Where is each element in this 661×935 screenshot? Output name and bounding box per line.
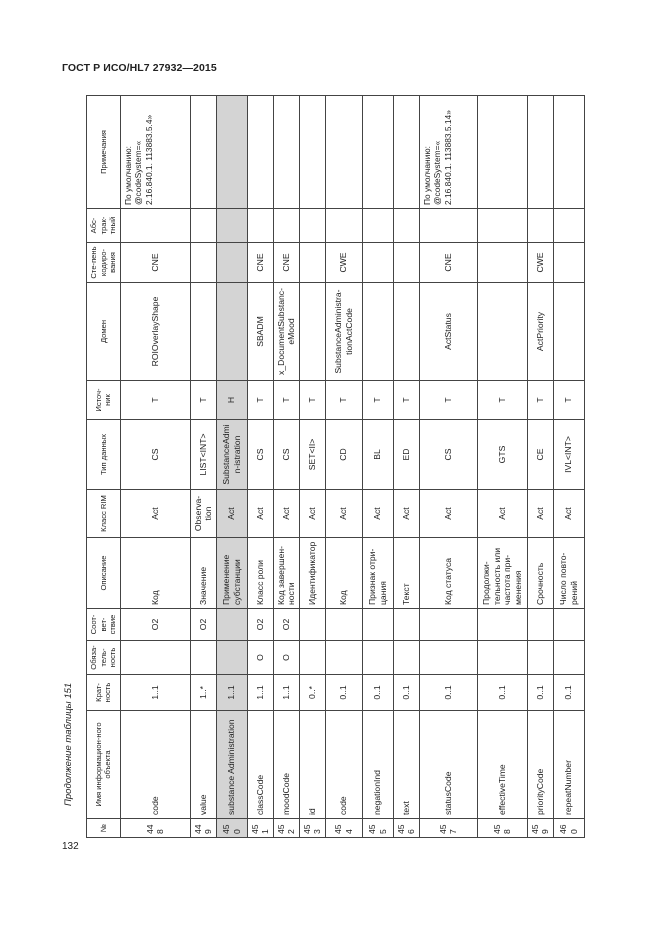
cell-source: T — [477, 381, 527, 420]
cell-description: Код — [325, 538, 362, 609]
cell-coding: CNE — [120, 243, 190, 283]
cell-coding: CWE — [325, 243, 362, 283]
cell-number: 459 — [527, 819, 553, 838]
cell-notes: По умолчанию: @codeSystem=« 2.16.840.1. 113883.5.14» — [419, 96, 477, 209]
cell-multiplicity: 1..* — [190, 675, 216, 711]
col-header: Крат-ность — [87, 675, 121, 711]
col-header: Имя информацион-ного объекта — [87, 711, 121, 819]
cell-domain — [216, 283, 247, 381]
cell-mandatory: O — [273, 641, 299, 675]
cell-object-name: code — [120, 711, 190, 819]
cell-description: Идентификатор — [299, 538, 325, 609]
cell-number: 449 — [190, 819, 216, 838]
cell-multiplicity: 1..1 — [247, 675, 273, 711]
cell-multiplicity: 1..1 — [273, 675, 299, 711]
page-number: 132 — [62, 841, 79, 852]
cell-object-name: negationInd — [362, 711, 393, 819]
cell-notes — [477, 96, 527, 209]
cell-object-name: moodCode — [273, 711, 299, 819]
cell-source: T — [527, 381, 553, 420]
cell-rim-class: Act — [247, 490, 273, 538]
cell-number: 451 — [247, 819, 273, 838]
cell-coding — [553, 243, 584, 283]
cell-conformance: O2 — [120, 609, 190, 641]
cell-data-type: CE — [527, 420, 553, 490]
cell-domain — [393, 283, 419, 381]
cell-notes — [553, 96, 584, 209]
cell-coding: CNE — [273, 243, 299, 283]
cell-source: T — [190, 381, 216, 420]
cell-domain — [477, 283, 527, 381]
cell-notes — [527, 96, 553, 209]
cell-description: Продолжи-тельность или частота при-менения — [477, 538, 527, 609]
cell-data-type: IVL<INT> — [553, 420, 584, 490]
table-row — [273, 96, 299, 838]
cell-multiplicity: 0..1 — [553, 675, 584, 711]
col-header: Тип данных — [87, 420, 121, 490]
cell-abstract — [247, 209, 273, 243]
cell-domain — [553, 283, 584, 381]
cell-coding — [393, 243, 419, 283]
cell-object-name: value — [190, 711, 216, 819]
cell-mandatory — [190, 641, 216, 675]
cell-rim-class: Act — [553, 490, 584, 538]
cell-rim-class: Act — [419, 490, 477, 538]
cell-rim-class: Act — [325, 490, 362, 538]
cell-mandatory — [527, 641, 553, 675]
cell-abstract — [190, 209, 216, 243]
cell-mandatory — [477, 641, 527, 675]
cell-conformance — [325, 609, 362, 641]
cell-object-name: repeatNumber — [553, 711, 584, 819]
col-header: Обяза-тель-ность — [87, 641, 121, 675]
cell-coding: CNE — [247, 243, 273, 283]
cell-domain — [190, 283, 216, 381]
cell-notes — [362, 96, 393, 209]
cell-object-name: substance Administration — [216, 711, 247, 819]
cell-domain: ActPriority — [527, 283, 553, 381]
cell-abstract — [553, 209, 584, 243]
cell-number: 448 — [120, 819, 190, 838]
data-table — [86, 95, 585, 838]
cell-object-name: classCode — [247, 711, 273, 819]
cell-domain: ActStatus — [419, 283, 477, 381]
cell-abstract — [362, 209, 393, 243]
cell-multiplicity: 0..1 — [527, 675, 553, 711]
cell-source: T — [325, 381, 362, 420]
cell-description: Признак отри-цания — [362, 538, 393, 609]
cell-data-type: SET<II> — [299, 420, 325, 490]
cell-mandatory — [299, 641, 325, 675]
cell-notes — [393, 96, 419, 209]
cell-coding — [190, 243, 216, 283]
cell-mandatory — [216, 641, 247, 675]
cell-number: 450 — [216, 819, 247, 838]
cell-rim-class: Act — [527, 490, 553, 538]
cell-conformance: O2 — [190, 609, 216, 641]
cell-description: Применение субстанции — [216, 538, 247, 609]
cell-notes — [273, 96, 299, 209]
col-header: Примечания — [87, 96, 121, 209]
cell-number: 460 — [553, 819, 584, 838]
table-row — [247, 96, 273, 838]
cell-abstract — [273, 209, 299, 243]
cell-mandatory — [419, 641, 477, 675]
cell-data-type: LIST<INT> — [190, 420, 216, 490]
cell-object-name: effectiveTime — [477, 711, 527, 819]
cell-abstract — [419, 209, 477, 243]
cell-conformance — [553, 609, 584, 641]
cell-source: T — [273, 381, 299, 420]
cell-data-type: CS — [273, 420, 299, 490]
table-row — [362, 96, 393, 838]
cell-multiplicity: 0..1 — [362, 675, 393, 711]
col-header: № — [87, 819, 121, 838]
cell-conformance — [477, 609, 527, 641]
col-header: Источ-ник — [87, 381, 121, 420]
cell-description: Код статуса — [419, 538, 477, 609]
cell-abstract — [477, 209, 527, 243]
cell-number: 456 — [393, 819, 419, 838]
cell-abstract — [120, 209, 190, 243]
table-row — [477, 96, 527, 838]
cell-description: Текст — [393, 538, 419, 609]
cell-number: 458 — [477, 819, 527, 838]
cell-source: H — [216, 381, 247, 420]
cell-description: Код завершен-ности — [273, 538, 299, 609]
cell-mandatory — [325, 641, 362, 675]
table-row — [527, 96, 553, 838]
cell-notes — [190, 96, 216, 209]
cell-mandatory — [120, 641, 190, 675]
cell-multiplicity: 0..* — [299, 675, 325, 711]
header-row — [87, 96, 121, 838]
cell-number: 454 — [325, 819, 362, 838]
table-body — [120, 96, 584, 838]
cell-notes — [216, 96, 247, 209]
cell-mandatory — [362, 641, 393, 675]
cell-domain — [299, 283, 325, 381]
cell-object-name: statusCode — [419, 711, 477, 819]
cell-conformance — [393, 609, 419, 641]
table-row — [325, 96, 362, 838]
cell-coding: CNE — [419, 243, 477, 283]
cell-conformance: O2 — [247, 609, 273, 641]
cell-domain: SBADM — [247, 283, 273, 381]
cell-rim-class: Act — [393, 490, 419, 538]
cell-description: Значение — [190, 538, 216, 609]
table-row — [553, 96, 584, 838]
cell-abstract — [325, 209, 362, 243]
cell-mandatory: O — [247, 641, 273, 675]
table-row — [393, 96, 419, 838]
cell-abstract — [527, 209, 553, 243]
cell-coding: CWE — [527, 243, 553, 283]
cell-description: Срочность — [527, 538, 553, 609]
col-header: Абс-трак-тный — [87, 209, 121, 243]
table-caption: Продолжение таблицы 151 — [63, 682, 74, 806]
cell-conformance — [216, 609, 247, 641]
table-container — [86, 96, 579, 838]
col-header: Домен — [87, 283, 121, 381]
cell-data-type: ED — [393, 420, 419, 490]
cell-conformance — [299, 609, 325, 641]
cell-rim-class: Act — [120, 490, 190, 538]
cell-rim-class: Act — [216, 490, 247, 538]
table-row — [190, 96, 216, 838]
cell-data-type: CD — [325, 420, 362, 490]
cell-object-name: code — [325, 711, 362, 819]
document-header: ГОСТ Р ИСО/HL7 27932—2015 — [62, 62, 217, 74]
cell-source: T — [393, 381, 419, 420]
cell-data-type: BL — [362, 420, 393, 490]
table-row — [216, 96, 247, 838]
cell-number: 457 — [419, 819, 477, 838]
cell-abstract — [393, 209, 419, 243]
cell-notes — [325, 96, 362, 209]
cell-description: Код — [120, 538, 190, 609]
cell-conformance — [527, 609, 553, 641]
cell-domain: ROIOverlayShape — [120, 283, 190, 381]
col-header: Класс RIM — [87, 490, 121, 538]
cell-conformance: O2 — [273, 609, 299, 641]
cell-description: Класс роли — [247, 538, 273, 609]
cell-multiplicity: 0..1 — [325, 675, 362, 711]
cell-conformance — [419, 609, 477, 641]
cell-coding — [477, 243, 527, 283]
cell-rim-class: Act — [273, 490, 299, 538]
cell-multiplicity: 1..1 — [120, 675, 190, 711]
cell-domain: x_DocumentSubstanc-eMood — [273, 283, 299, 381]
cell-number: 452 — [273, 819, 299, 838]
cell-multiplicity: 0..1 — [393, 675, 419, 711]
col-header: Соот-вет-ствие — [87, 609, 121, 641]
cell-mandatory — [553, 641, 584, 675]
cell-notes: По умолчанию: @codeSystem=« 2.16.840.1. 113883.5.4» — [120, 96, 190, 209]
cell-data-type: GTS — [477, 420, 527, 490]
cell-data-type: SubstanceAdmin-istration — [216, 420, 247, 490]
cell-source: T — [419, 381, 477, 420]
cell-coding — [216, 243, 247, 283]
cell-rim-class: Act — [477, 490, 527, 538]
cell-source: T — [362, 381, 393, 420]
rotated-table-frame — [86, 96, 579, 838]
cell-notes — [299, 96, 325, 209]
cell-number: 455 — [362, 819, 393, 838]
cell-abstract — [216, 209, 247, 243]
cell-domain — [362, 283, 393, 381]
cell-object-name: priorityCode — [527, 711, 553, 819]
table-row — [419, 96, 477, 838]
col-header: Описание — [87, 538, 121, 609]
cell-source: T — [120, 381, 190, 420]
cell-object-name: id — [299, 711, 325, 819]
cell-abstract — [299, 209, 325, 243]
col-header: Сте-пень кодиро-вания — [87, 243, 121, 283]
cell-mandatory — [393, 641, 419, 675]
cell-multiplicity: 1..1 — [216, 675, 247, 711]
cell-coding — [299, 243, 325, 283]
cell-data-type: CS — [120, 420, 190, 490]
table-row — [120, 96, 190, 838]
cell-multiplicity: 0..1 — [419, 675, 477, 711]
cell-rim-class: Act — [362, 490, 393, 538]
table-row — [299, 96, 325, 838]
cell-rim-class: Observa-tion — [190, 490, 216, 538]
cell-rim-class: Act — [299, 490, 325, 538]
cell-data-type: CS — [419, 420, 477, 490]
cell-multiplicity: 0..1 — [477, 675, 527, 711]
cell-description: Число повто-рений — [553, 538, 584, 609]
cell-coding — [362, 243, 393, 283]
cell-data-type: CS — [247, 420, 273, 490]
cell-notes — [247, 96, 273, 209]
cell-source: T — [299, 381, 325, 420]
cell-conformance — [362, 609, 393, 641]
cell-domain: SubstanceAdministra-tionActCode — [325, 283, 362, 381]
cell-number: 453 — [299, 819, 325, 838]
cell-source: T — [553, 381, 584, 420]
cell-object-name: text — [393, 711, 419, 819]
cell-source: T — [247, 381, 273, 420]
